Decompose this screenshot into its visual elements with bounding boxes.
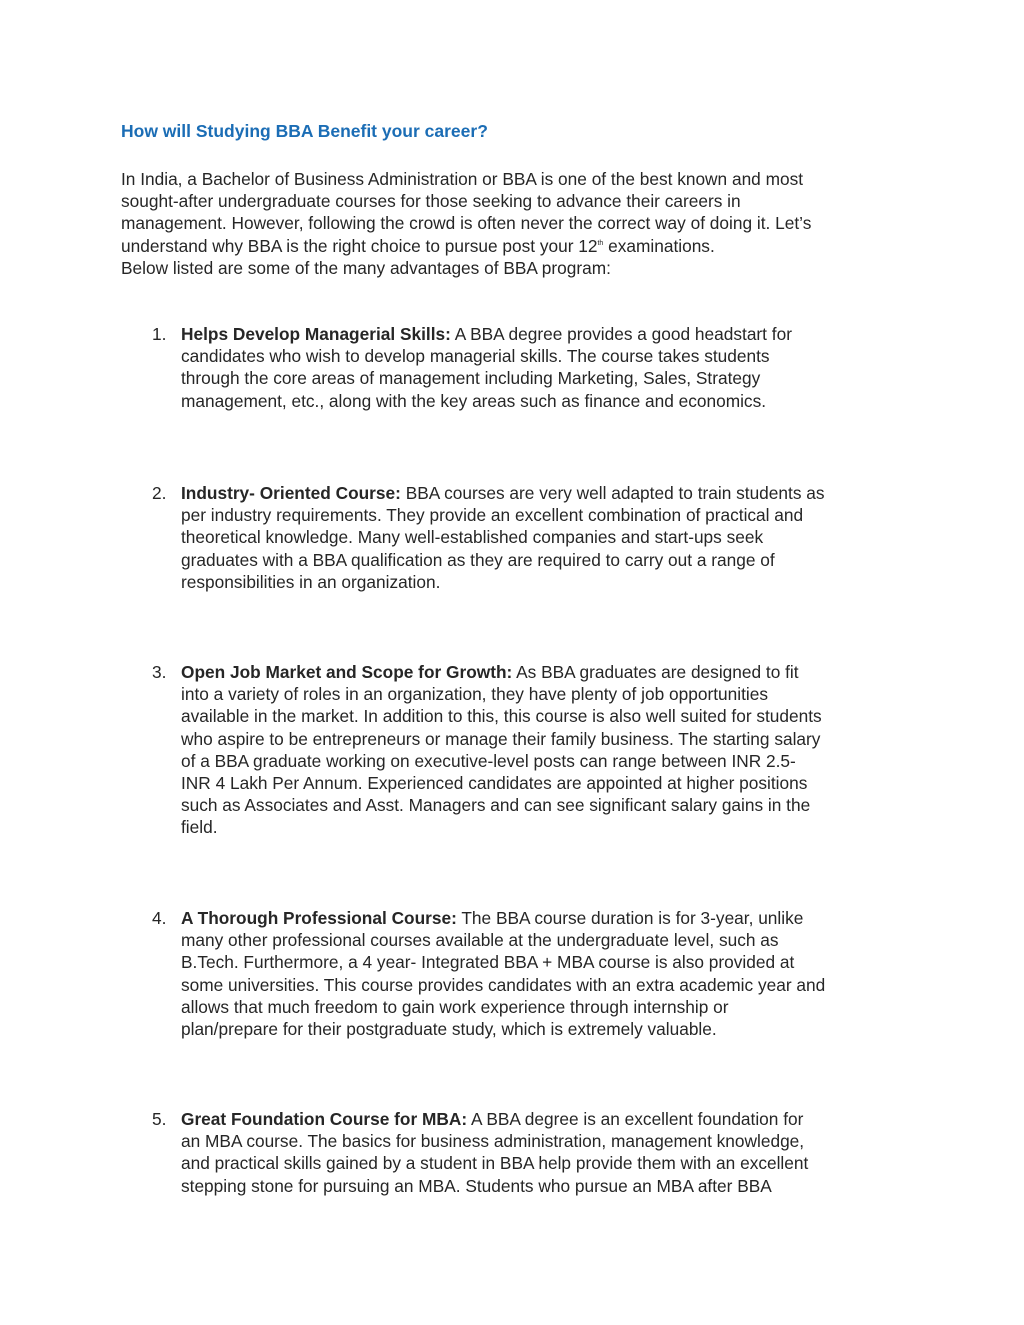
list-item-line: BBA courses are very well adapted to train students as [400, 483, 825, 503]
list-item [152, 907, 911, 1040]
list-item-line: an MBA course. The basics for business administration, management knowledge, [181, 1131, 805, 1152]
list-item-line: plan/prepare for their postgraduate study, which is extremely valuable. [181, 1019, 717, 1040]
list-item-line: many other professional courses available at the undergraduate level, such as [181, 930, 779, 951]
list-item-number: 5. [152, 1109, 167, 1129]
list-item-line: into a variety of roles in an organization, they have plenty of job opportunities [181, 684, 768, 705]
list-item-line: As BBA graduates are designed to fit [512, 662, 799, 682]
list-item-line: allows that much freedom to gain work experience through internship or [181, 996, 729, 1017]
list-item [152, 323, 911, 412]
list-item-line: per industry requirements. They provide an excellent combination of practical and [181, 505, 804, 526]
list-item-line: responsibilities in an organization. [181, 571, 441, 592]
list-item-title: Industry- Oriented Course: [181, 483, 401, 503]
page-heading: How will Studying BBA Benefit your career? [121, 121, 488, 141]
intro-line: management. However, following the crowd is often never the correct way of doing it. Let’s [121, 213, 812, 234]
list-item-line: and practical skills gained by a student in BBA help provide them with an excellent [181, 1153, 809, 1174]
list-item-line: graduates with a BBA qualification as they are required to carry out a range of [181, 549, 775, 570]
list-item-number: 3. [152, 662, 167, 682]
intro-line: understand why BBA is the right choice to pursue post your 12 [121, 235, 598, 256]
intro-line: sought-after undergraduate courses for those seeking to advance their careers in [121, 191, 741, 212]
list-item-line: field. [181, 817, 218, 838]
list-item-line: some universities. This course provides candidates with an extra academic year and [181, 974, 826, 995]
list-item-line: such as Associates and Asst. Managers and can see significant salary gains in the [181, 795, 811, 816]
list-item-line: The BBA course duration is for 3-year, unlike [456, 908, 804, 928]
list-item-line: A BBA degree is an excellent foundation for [467, 1109, 804, 1129]
list-item-line: available in the market. In addition to this, this course is also well suited for students [181, 706, 822, 727]
list-item-line: stepping stone for pursuing an MBA. Students who pursue an MBA after BBA [181, 1175, 772, 1196]
list-item-line: who aspire to be entrepreneurs or manage their family business. The starting salary [181, 728, 821, 749]
list-item-line: A BBA degree provides a good headstart for [450, 324, 792, 344]
intro-line: examinations. [603, 235, 715, 256]
list-item [152, 1108, 911, 1197]
list-item-line: theoretical knowledge. Many well-established companies and start-ups seek [181, 527, 764, 548]
list-item [152, 661, 911, 839]
list-item-line: INR 4 Lakh Per Annum. Experienced candidates are appointed at higher positions [181, 773, 808, 794]
list-item-number: 4. [152, 908, 167, 928]
list-item-title: A Thorough Professional Course: [181, 908, 457, 928]
list-item [152, 482, 911, 593]
ordinal-superscript: th [597, 239, 604, 247]
list-item-title: Helps Develop Managerial Skills: [181, 324, 451, 344]
list-item-line: management, etc., along with the key areas such as finance and economics. [181, 390, 767, 411]
list-item-title: Great Foundation Course for MBA: [181, 1109, 468, 1129]
list-item-number: 2. [152, 483, 167, 503]
list-item-line: through the core areas of management including Marketing, Sales, Strategy [181, 368, 761, 389]
list-item-title: Open Job Market and Scope for Growth: [181, 662, 513, 682]
list-item-line: of a BBA graduate working on executive-level posts can range between INR 2.5- [181, 750, 796, 771]
list-item-number: 1. [152, 324, 167, 344]
list-item-line: candidates who wish to develop managerial skills. The course takes students [181, 346, 770, 367]
intro-line: In India, a Bachelor of Business Administration or BBA is one of the best known and most [121, 169, 804, 189]
list-item-line: B.Tech. Furthermore, a 4 year- Integrated BBA + MBA course is also provided at [181, 952, 795, 973]
intro-paragraph [121, 168, 911, 279]
intro-line: Below listed are some of the many advantages of BBA program: [121, 257, 611, 278]
